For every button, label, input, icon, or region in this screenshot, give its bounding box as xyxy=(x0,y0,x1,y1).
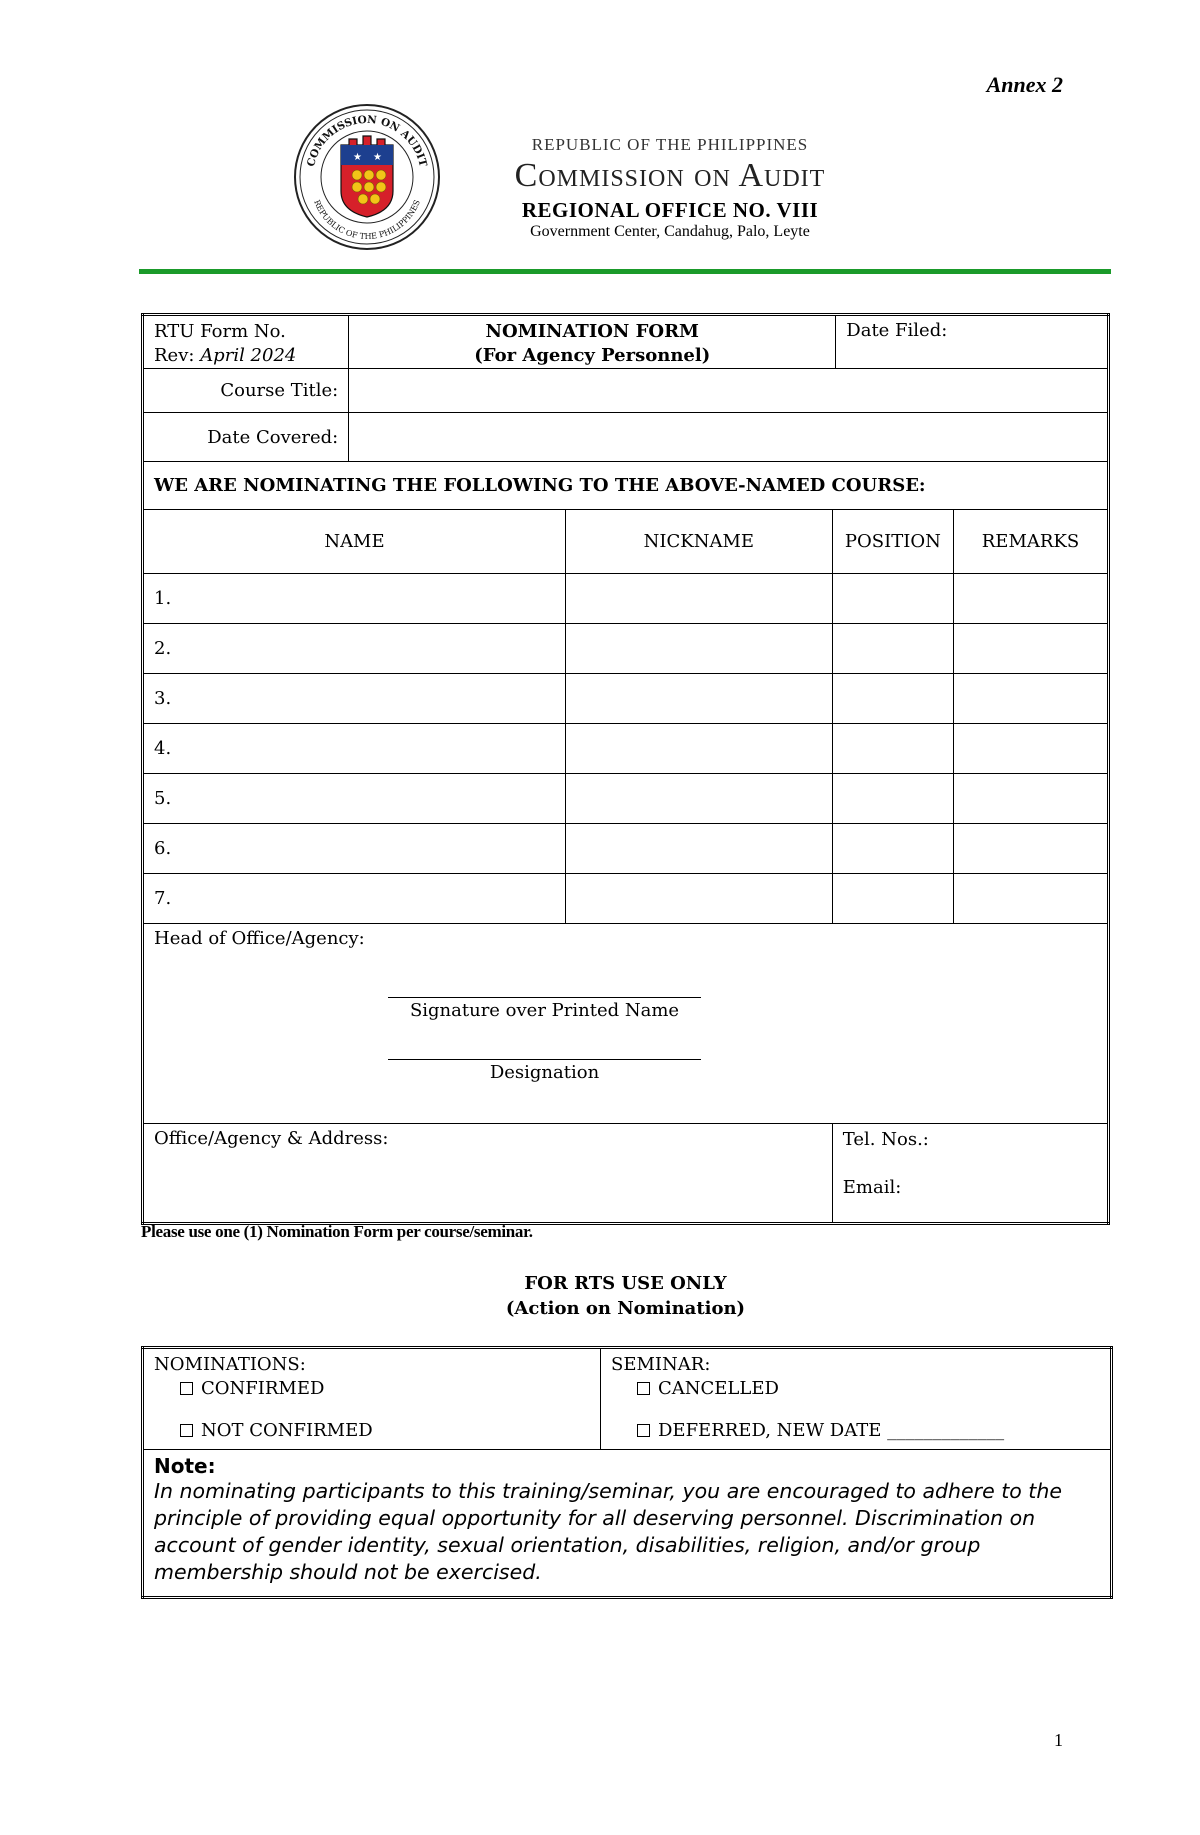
table-row xyxy=(143,624,1109,674)
table-row xyxy=(143,824,1109,874)
table-row xyxy=(143,674,1109,724)
column-header-position: POSITION xyxy=(832,510,953,574)
contact-cell[interactable] xyxy=(832,1124,1108,1224)
nominee-remarks-cell[interactable] xyxy=(953,674,1108,724)
revision-label: Rev: xyxy=(154,345,195,366)
nominee-name-cell[interactable] xyxy=(143,824,566,874)
head-of-office-label: Head of Office/Agency: xyxy=(154,928,365,949)
email-label: Email: xyxy=(842,1177,902,1198)
confirmed-label: CONFIRMED xyxy=(201,1378,325,1399)
svg-text:COMMISSION ON AUDIT: COMMISSION ON AUDIT xyxy=(305,113,429,168)
form-subtitle: (For Agency Personnel) xyxy=(474,345,711,366)
not-confirmed-option[interactable] xyxy=(154,1419,590,1443)
header-regional-office: REGIONAL OFFICE NO. VIII xyxy=(521,198,819,222)
course-title-field[interactable] xyxy=(349,369,1109,413)
confirmed-option[interactable] xyxy=(154,1377,590,1401)
page-number: 1 xyxy=(1054,1730,1063,1750)
cancelled-option[interactable] xyxy=(611,1377,1100,1401)
seminar-label: SEMINAR: xyxy=(611,1354,711,1375)
checkbox-icon[interactable] xyxy=(180,1382,193,1395)
nominations-cell xyxy=(143,1348,601,1450)
checkbox-icon[interactable] xyxy=(637,1382,650,1395)
nominee-name-cell[interactable] xyxy=(143,874,566,924)
nominee-remarks-cell[interactable] xyxy=(953,774,1108,824)
nominee-remarks-cell[interactable] xyxy=(953,824,1108,874)
revision xyxy=(154,344,338,368)
office-address-label: Office/Agency & Address: xyxy=(154,1128,389,1149)
nominee-name-cell[interactable] xyxy=(143,624,566,674)
row-number: 5. xyxy=(154,788,172,809)
coa-seal-logo xyxy=(293,103,441,251)
date-covered-field[interactable] xyxy=(349,413,1109,462)
nominee-remarks-cell[interactable] xyxy=(953,724,1108,774)
row-number: 7. xyxy=(154,888,172,909)
head-of-office-section xyxy=(143,924,1109,1124)
header-address: Government Center, Candahug, Palo, Leyte xyxy=(530,223,810,240)
form-title: NOMINATION FORM xyxy=(485,321,699,342)
designation-field[interactable] xyxy=(388,1021,701,1059)
note-cell xyxy=(143,1450,1112,1598)
nominee-nickname-cell[interactable] xyxy=(565,674,832,724)
course-title-label: Course Title: xyxy=(143,369,349,413)
form-number-label: RTU Form No. xyxy=(154,321,286,342)
table-row xyxy=(143,724,1109,774)
nominee-position-cell[interactable] xyxy=(832,624,953,674)
nominee-remarks-cell[interactable] xyxy=(953,624,1108,674)
row-number: 6. xyxy=(154,838,172,859)
deferred-option[interactable] xyxy=(611,1419,1100,1443)
form-title-cell xyxy=(349,315,836,369)
date-filed-cell[interactable] xyxy=(836,315,1109,369)
nominee-name-cell[interactable] xyxy=(143,724,566,774)
nominee-remarks-cell[interactable] xyxy=(953,874,1108,924)
nominee-name-cell[interactable] xyxy=(143,574,566,624)
nominee-nickname-cell[interactable] xyxy=(565,774,832,824)
note-label: Note: xyxy=(154,1454,216,1478)
designation-label: Designation xyxy=(489,1062,600,1083)
nomination-form-table xyxy=(141,313,1110,1225)
rts-subtitle: (Action on Nomination) xyxy=(505,1298,746,1319)
column-header-nickname: NICKNAME xyxy=(565,510,832,574)
column-header-remarks: REMARKS xyxy=(953,510,1108,574)
nominee-position-cell[interactable] xyxy=(832,574,953,624)
seminar-cell xyxy=(601,1348,1112,1450)
form-number-cell xyxy=(143,315,349,369)
header-agency: Commission on Audit xyxy=(514,157,826,194)
nominating-statement: WE ARE NOMINATING THE FOLLOWING TO THE ABOVE-NAMED COURSE: xyxy=(143,462,1109,510)
table-row xyxy=(143,574,1109,624)
table-row xyxy=(143,874,1109,924)
nominee-position-cell[interactable] xyxy=(832,774,953,824)
header-republic: REPUBLIC OF THE PHILIPPINES xyxy=(531,135,809,154)
row-number: 4. xyxy=(154,738,172,759)
deferred-label: DEFERRED, NEW DATE _____________ xyxy=(658,1420,1005,1441)
svg-text:★: ★ xyxy=(373,152,382,163)
action-on-nomination-table xyxy=(141,1346,1113,1599)
row-number: 2. xyxy=(154,638,172,659)
signature-label: Signature over Printed Name xyxy=(409,1000,680,1021)
table-row xyxy=(143,774,1109,824)
nominee-nickname-cell[interactable] xyxy=(565,624,832,674)
usage-note: Please use one (1) Nomination Form per course/seminar. xyxy=(141,1222,533,1241)
header-rule xyxy=(139,269,1111,274)
not-confirmed-label: NOT CONFIRMED xyxy=(201,1420,373,1441)
nominee-name-cell[interactable] xyxy=(143,774,566,824)
row-number: 1. xyxy=(154,588,172,609)
column-header-name: NAME xyxy=(143,510,566,574)
date-filed-label: Date Filed: xyxy=(846,320,948,341)
date-covered-label: Date Covered: xyxy=(143,413,349,462)
nominee-nickname-cell[interactable] xyxy=(565,574,832,624)
nominee-position-cell[interactable] xyxy=(832,874,953,924)
svg-text:★: ★ xyxy=(353,152,362,163)
cancelled-label: CANCELLED xyxy=(658,1378,779,1399)
table-header-row xyxy=(143,510,1109,574)
nominee-nickname-cell[interactable] xyxy=(565,874,832,924)
nominee-name-cell[interactable] xyxy=(143,674,566,724)
tel-label: Tel. Nos.: xyxy=(842,1129,929,1150)
nominee-position-cell[interactable] xyxy=(832,724,953,774)
note-body: In nominating participants to this training/seminar, you are encouraged to adhere to the principle of providing equal opportunity for all deserving personnel. Discrimination on account of gender identity, sexual orientation, disabilities, religion, and/or group membership should not be exercised. xyxy=(154,1479,1062,1584)
nominations-label: NOMINATIONS: xyxy=(154,1354,306,1375)
revision-value: April 2024 xyxy=(200,345,297,366)
row-number: 3. xyxy=(154,688,172,709)
rts-title: FOR RTS USE ONLY xyxy=(524,1273,727,1294)
nominee-nickname-cell[interactable] xyxy=(565,724,832,774)
nominee-position-cell[interactable] xyxy=(832,674,953,724)
nominee-position-cell[interactable] xyxy=(832,824,953,874)
checkbox-icon[interactable] xyxy=(180,1424,193,1437)
office-address-field[interactable] xyxy=(143,1124,833,1224)
nominee-remarks-cell[interactable] xyxy=(953,574,1108,624)
signature-field[interactable] xyxy=(388,949,701,997)
annex-label: Annex 2 xyxy=(986,72,1063,97)
svg-text:REPUBLIC OF THE PHILIPPINES: REPUBLIC OF THE PHILIPPINES xyxy=(312,198,422,242)
checkbox-icon[interactable] xyxy=(637,1424,650,1437)
nominee-nickname-cell[interactable] xyxy=(565,824,832,874)
